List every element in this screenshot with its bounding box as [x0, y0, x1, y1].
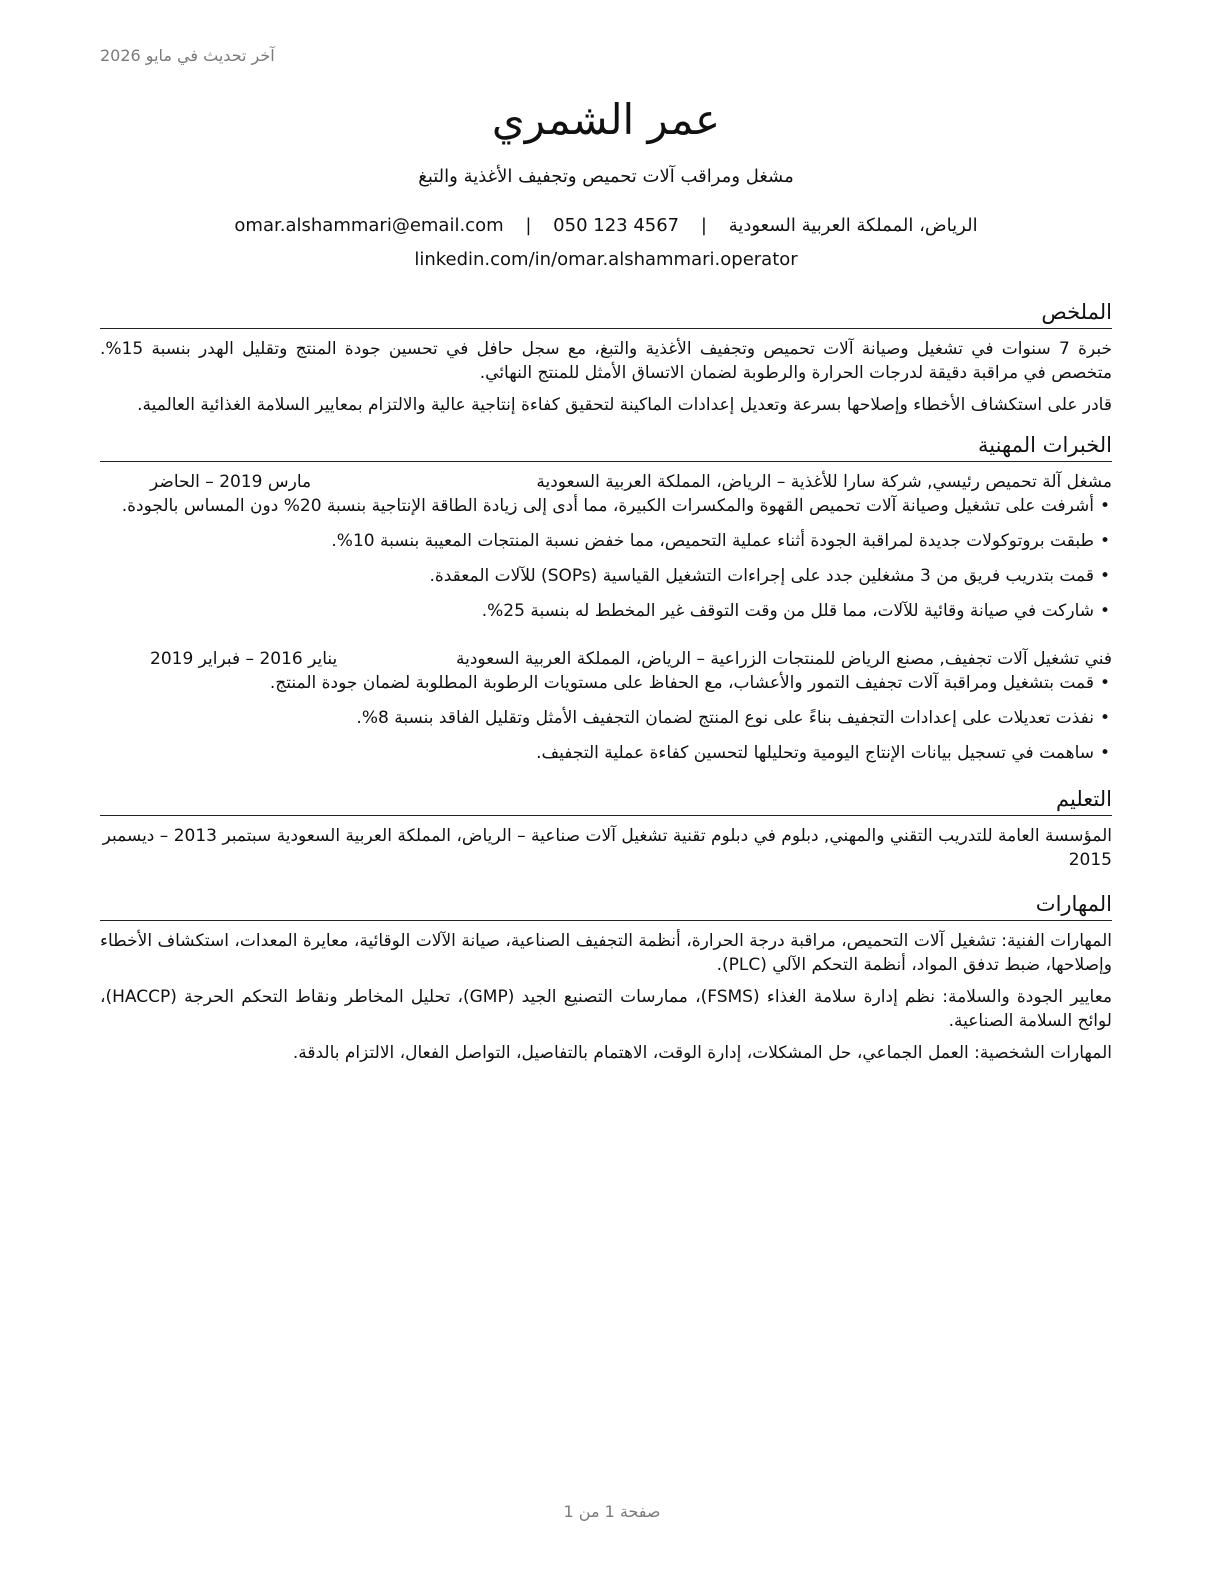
job-title: مشغل ومراقب آلات تحميص وتجفيف الأغذية والتبغ: [418, 166, 794, 187]
contact-separator: |: [525, 215, 532, 236]
job-bullet: • ساهمت في تسجيل بيانات الإنتاج اليومية وتحليلها لتحسين كفاءة عملية التجفيف.: [100, 741, 1112, 765]
skills-section: [100, 890, 1112, 1065]
job-bullet: • نفذت تعديلات على إعدادات التجفيف بناءً على نوع المنتج لضمان التجفيف الأمثل وتقليل الفاقد بنسبة 8%.: [100, 706, 1112, 730]
page-number: صفحة 1 من 1: [563, 1502, 661, 1521]
job-bullets: [100, 671, 1112, 765]
experience-section: [100, 431, 1112, 765]
resume-header: [100, 0, 1112, 272]
resume-page: [100, 0, 1112, 1073]
job-title-line: مشغل آلة تحميص رئيسي, شركة سارا للأغذية – الرياض، المملكة العربية السعودية: [536, 472, 1112, 492]
summary-paragraph: خبرة 7 سنوات في تشغيل وصيانة آلات تحميص وتجفيف الأغذية والتبغ، مع سجل حافل في تحسين جودة المنتج وتقليل الهدر بنسبة 15%. متخصص في مراقبة دقيقة لدرجات الحرارة والرطوبة لضمان الاتساق الأمثل للمنتج النهائي.: [100, 339, 1112, 383]
email-link[interactable]: omar.alshammari@email.com: [234, 215, 504, 236]
job-dates: مارس 2019 – الحاضر: [150, 472, 312, 492]
job-bullet: • قمت بتدريب فريق من 3 مشغلين جدد على إجراءات التشغيل القياسية (SOPs) للآلات المعقدة.: [100, 564, 1112, 588]
candidate-name: عمر الشمري: [491, 95, 721, 144]
summary-paragraph: قادر على استكشاف الأخطاء وإصلاحها بسرعة وتعديل إعدادات الماكينة لتحقيق كفاءة إنتاجية عالية والالتزام بمعايير السلامة الغذائية العالمية.: [137, 395, 1112, 415]
skills-line: معايير الجودة والسلامة: نظم إدارة سلامة الغذاء (FSMS)، ممارسات التصنيع الجيد (GMP)، تحليل المخاطر ونقاط التحكم الحرجة (HACCP)، لوائح السلامة الصناعية.: [100, 987, 1113, 1031]
last-updated-note: آخر تحديث في مايو 2026: [100, 46, 275, 65]
section-heading-summary: الملخص: [100, 298, 1112, 329]
job-dates: يناير 2016 – فبراير 2019: [150, 649, 338, 669]
job-bullet: • أشرفت على تشغيل وصيانة آلات تحميص القهوة والمكسرات الكبيرة، مما أدى إلى زيادة الطاقة الإنتاجية بنسبة 20% دون المساس بالجودة.: [100, 494, 1112, 518]
education-section: [100, 785, 1112, 872]
skills-line: المهارات الشخصية: العمل الجماعي، حل المشكلات، إدارة الوقت، الاهتمام بالتفاصيل، التواصل الفعال، الالتزام بالدقة.: [292, 1043, 1112, 1063]
job-entry: [100, 647, 1112, 765]
location-text: الرياض، المملكة العربية السعودية: [728, 215, 978, 236]
linkedin-link[interactable]: linkedin.com/in/omar.alshammari.operator: [414, 249, 798, 270]
job-header: [100, 470, 1112, 494]
job-bullet: • طبقت بروتوكولات جديدة لمراقبة الجودة أثناء عملية التحميص، مما خفض نسبة المنتجات المعيبة بنسبة 10%.: [100, 529, 1112, 553]
job-header: [100, 647, 1112, 671]
section-heading-experience: الخبرات المهنية: [100, 431, 1112, 462]
summary-section: [100, 298, 1112, 417]
job-bullets: [100, 494, 1112, 623]
phone-number: 050 123 4567: [553, 215, 680, 236]
section-heading-skills: المهارات: [100, 890, 1112, 921]
contact-line: [100, 214, 1112, 238]
job-title-line: فني تشغيل آلات تجفيف, مصنع الرياض للمنتجات الزراعية – الرياض، المملكة العربية السعودية: [455, 649, 1112, 669]
skills-line: المهارات الفنية: تشغيل آلات التحميص، مراقبة درجة الحرارة، أنظمة التجفيف الصناعية، صيانة الآلات الوقائية، معايرة المعدات، استكشاف الأخطاء وإصلاحها، ضبط تدفق المواد، أنظمة التحكم الآلي (PLC).: [100, 931, 1112, 975]
education-entry: المؤسسة العامة للتدريب التقني والمهني, دبلوم في دبلوم تقنية تشغيل آلات صناعية – الرياض، المملكة العربية السعودية سبتمبر 2013 – ديسمبر 2015: [102, 826, 1112, 870]
job-entry: [100, 470, 1112, 623]
contact-separator: |: [700, 215, 707, 236]
job-bullet: • شاركت في صيانة وقائية للآلات، مما قلل من وقت التوقف غير المخطط له بنسبة 25%.: [100, 599, 1112, 623]
section-heading-education: التعليم: [100, 785, 1112, 816]
job-bullet: • قمت بتشغيل ومراقبة آلات تجفيف التمور والأعشاب، مع الحفاظ على مستويات الرطوبة المطلوبة لضمان جودة المنتج.: [100, 671, 1112, 695]
